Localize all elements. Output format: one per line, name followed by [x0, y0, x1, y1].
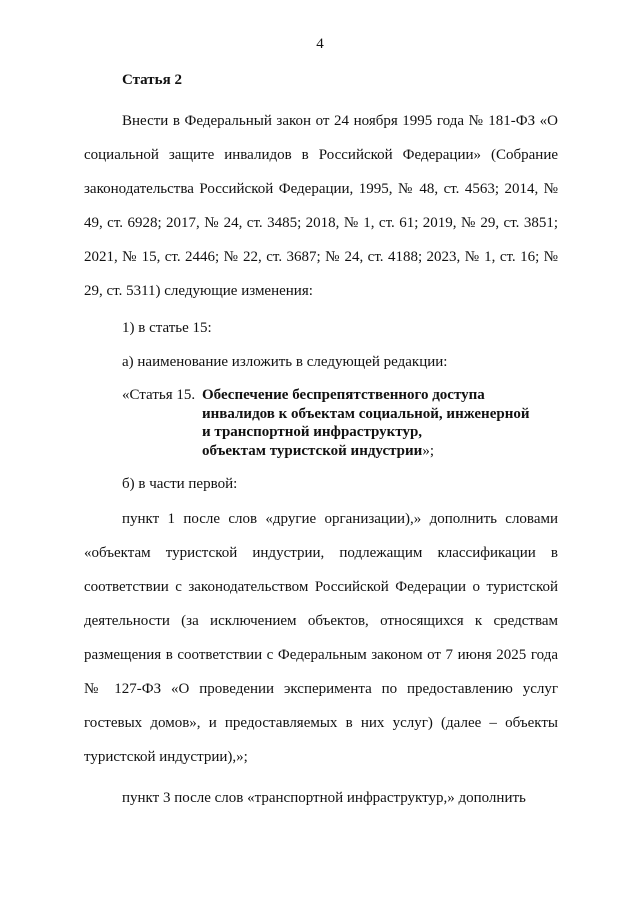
new-title-body — [202, 386, 529, 460]
new-title-line-2: инвалидов к объектам социальной, инженерной — [202, 405, 530, 422]
item-a: а) наименование изложить в следующей редакции: — [122, 354, 448, 370]
new-title-prefix: «Статья 15. — [122, 387, 196, 403]
new-article-title — [122, 386, 529, 460]
new-title-line-1: Обеспечение беспрепятственного доступа — [202, 387, 485, 403]
item-1: 1) в статье 15: — [122, 320, 212, 336]
new-title-line-4-tail: »; — [422, 442, 434, 459]
new-title-line-4: объектам туристской индустрии — [202, 442, 423, 459]
page-number: 4 — [316, 36, 324, 52]
intro-paragraph: Внести в Федеральный закон от 24 ноября 1995 года № 181-ФЗ «О социальной защите инвалидов в Российской Федерации» (Собрание законодательства Российской Федерации, 1995, № 48, ст. 4563; 2014, № 49, ст. 6928; 2017, № 24, ст. 3485; 2018, № 1, ст. 61; 2019, № 29, ст. 3851; 2021, № 15, ст. 2446; № 22, ст. 3687; № 24, ст. 4188; 2023, № 1, ст. 16; № 29, ст. 5311) следующие изменения: — [84, 113, 558, 299]
item-b: б) в части первой: — [122, 476, 238, 492]
point-3-paragraph: пункт 3 после слов «транспортной инфраструктур,» дополнить — [122, 790, 526, 806]
article-heading: Статья 2 — [122, 72, 182, 88]
point-1-paragraph: пункт 1 после слов «другие организации),» дополнить словами «объектам туристской индустрии, подлежащим классификации в соответствии с законодательством Российской Федерации о туристской деятельности (за исключением объектов, относящихся к средствам размещения в соответствии с Федеральным законом от 7 июня 2025 года № 127-ФЗ «О проведении эксперимента по предоставлению услуг гостевых домов», и предоставляемых в них услуг) (далее – объекты туристской индустрии),»; — [84, 511, 558, 765]
new-title-line-3: и транспортной инфраструктур, — [202, 424, 423, 440]
